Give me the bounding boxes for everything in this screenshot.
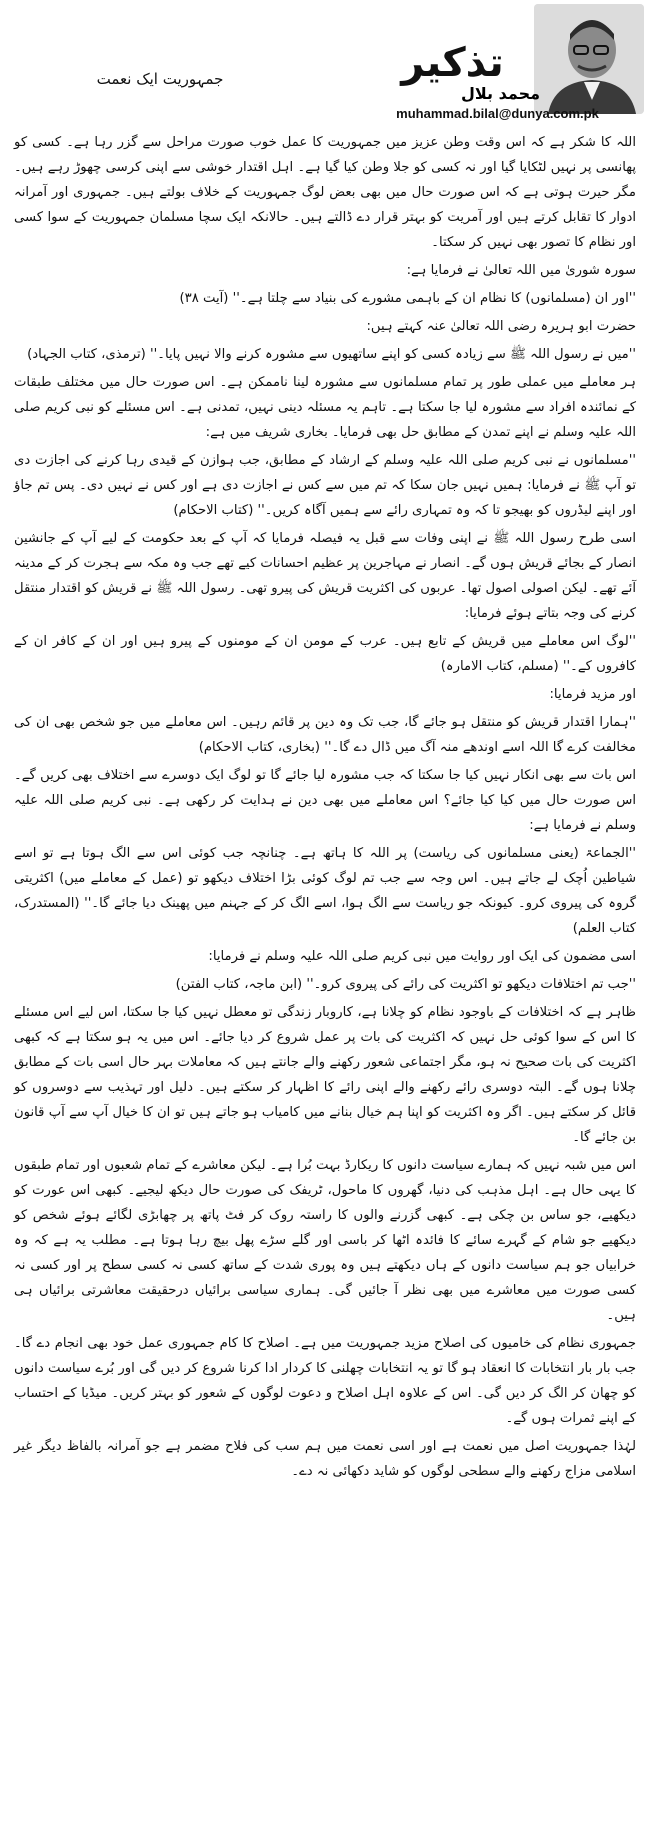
quote: ''میں نے رسول اللہ ﷺ سے زیادہ کسی کو اپنے ساتھیوں سے مشورہ کرنے والا نہیں پایا۔'' (ترمذی، کتاب الجہاد) — [27, 347, 636, 362]
paragraph: اور مزید فرمایا: — [549, 687, 636, 702]
paragraph: سورہ شوریٰ میں اللہ تعالیٰ نے فرمایا ہے: — [406, 263, 636, 278]
column-header — [325, 0, 650, 125]
article-title: جمہوریت ایک نعمت — [96, 70, 224, 88]
article-body — [14, 130, 636, 1487]
paragraph: لہٰذا جمہوریت اصل میں نعمت ہے اور اسی نعمت میں ہم سب کی فلاح مضمر ہے جو آمرانہ بالفاظ دیگر غیر اسلامی مزاج رکھنے والے سطحی لوگوں کو شاید دکھائی نہ دے۔ — [14, 1439, 636, 1479]
quote: ''جب تم اختلافات دیکھو تو اکثریت کی رائے کی پیروی کرو۔'' (ابن ماجہ، کتاب الفتن) — [175, 977, 636, 992]
author-photo-icon — [534, 4, 644, 114]
paragraph: ظاہر ہے کہ اختلافات کے باوجود نظام کو چلانا ہے، کاروبار زندگی تو معطل نہیں کیا جا سکتا، اس لیے اس مسئلے کا اس کے سوا کوئی حل نہیں کہ اکثریت کی بات پر عمل شروع کر دیا جائے۔ اس میں یہ ہو سکتا ہے کہ کبھی اکثریت کی بات صحیح نہ ہو، مگر اجتماعی شعور رکھنے والے جانتے ہیں کہ معاملات بہر حال اسی بات کے مطابق چلانا ہوں گے۔ البتہ دوسری رائے رکھنے والے اپنی رائے کا اظہار کر سکتے ہیں۔ دلیل اور تہذیب سے دوسروں کو قائل کر سکتے ہیں۔ اگر وہ اکثریت کو اپنا ہم خیال بنانے میں کامیاب ہو جاتے ہیں تو ان کا خیال آپ سے آپ قانون بن جائے گا۔ — [14, 1005, 636, 1145]
quote: ''لوگ اس معاملے میں قریش کے تابع ہیں۔ عرب کے مومن ان کے مومنوں کے پیرو ہیں اور ان کے کافر ان کے کافروں کے۔'' (مسلم، کتاب الامارہ) — [14, 634, 636, 674]
quote: ''الجماعۃ (یعنی مسلمانوں کی ریاست) پر اللہ کا ہاتھ ہے۔ چنانچہ جب کوئی اس سے الگ ہوتا ہے تو اسے شیاطین اُچک لے جاتے ہیں۔ اس وجہ سے جب تم لوگ کوئی بڑا اختلاف دیکھو تو (عمل کے معاملے میں) اکثریتی گروہ کی پیروی کرو۔ کیونکہ جو ریاست سے الگ ہوا، اسے الگ کر کے جہنم میں پھینک دیا جائے گا۔'' (المستدرک، کتاب العلم) — [14, 846, 636, 936]
paragraph: اسی طرح رسول اللہ ﷺ نے اپنی وفات سے قبل یہ فیصلہ فرمایا کہ آپ کے بعد حکومت کے لیے آپ کے جانشین انصار کے بجائے قریش ہوں گے۔ انصار نے مہاجرین پر عظیم احسانات کیے تھے جب وہ مکہ سے ہجرت کر کے مدینہ آئے تھے۔ لیکن اصولی اصول تھا۔ عربوں کی اکثریت قریش کی پیرو تھی۔ رسول اللہ ﷺ نے قریش کو اقتدار منتقل کرنے کی وجہ بتاتے ہوئے فرمایا: — [14, 531, 636, 621]
quote: ''اور ان (مسلمانوں) کا نظام ان کے باہمی مشورے کی بنیاد سے چلتا ہے۔'' (آیت ۳۸) — [179, 291, 636, 306]
paragraph: اس میں شبہ نہیں کہ ہمارے سیاست دانوں کا ریکارڈ بہت بُرا ہے۔ لیکن معاشرے کے تمام شعبوں اور تمام طبقوں کا یہی حال ہے۔ اہل مذہب کی دنیا، گھروں کا ماحول، ٹریفک کی صورت حال دیکھ لیجیے۔ کبھی اس عورت کو دیکھیے، جو ساس بن چکی ہے۔ کبھی گزرنے والوں کا راستہ روک کر فٹ پاتھ پر چھابڑی لگائے ہوئے شخص کو دیکھیے جو شام کے گہرے سائے کا فائدہ اٹھا کر باسی اور گلے سڑے پھل بیچ رہا ہوتا ہے۔ مطلب یہ ہے کہ وہ خرابیاں جو ہم سیاست دانوں کے ہاں دیکھتے ہیں وہ پوری شدت کے ساتھ کسی نہ کسی سطح پر اور کسی نہ کسی صورت میں معاشرے میں بھی نظر آ جائیں گی۔ ہماری سیاسی برائیاں درحقیقت معاشرتی برائیاں ہی ہیں۔ — [14, 1158, 636, 1323]
paragraph: اس بات سے بھی انکار نہیں کیا جا سکتا کہ جب مشورہ لیا جائے گا تو لوگ ایک دوسرے سے اختلاف بھی کریں گے۔ اس صورت حال میں کیا کیا جائے؟ اس معاملے میں بھی دین نے ہدایت کر رکھی ہے۔ نبی کریم صلی اللہ علیہ وسلم نے فرمایا ہے: — [14, 768, 636, 833]
paragraph: اسی مضمون کی ایک اور روایت میں نبی کریم صلی اللہ علیہ وسلم نے فرمایا: — [208, 949, 636, 964]
quote: ''ہمارا اقتدار قریش کو منتقل ہو جائے گا، جب تک وہ دین پر قائم رہیں۔ اس معاملے میں جو شخص بھی ان کی مخالفت کرے گا اللہ اسے اوندھے منہ آگ میں ڈال دے گا۔'' (بخاری، کتاب الاحکام) — [14, 715, 636, 755]
paragraph: حضرت ابو ہریرہ رضی اللہ تعالیٰ عنہ کہتے ہیں: — [366, 319, 636, 334]
column-name: تذکیر — [401, 40, 504, 86]
paragraph: اللہ کا شکر ہے کہ اس وقت وطن عزیز میں جمہوریت کا عمل خوب صورت مراحل سے گزر رہا ہے۔ کسی کو پھانسی پر نہیں لٹکایا گیا اور نہ کسی کو جلا وطن کیا گیا ہے۔ اہل اقتدار خوشی سے اپنی کرسی چھوڑ رہے ہیں۔ مگر حیرت ہوتی ہے کہ اس صورت حال میں بھی بعض لوگ جمہوریت کے خلاف بولتے ہیں۔ جمہوری اور آمرانہ ادوار کا تقابل کرتے ہیں اور آمریت کو بہتر قرار دے ڈالتے ہیں۔ حالانکہ ایک سچا مسلمان جمہوریت کے سوا کسی اور نظام کا تصور بھی نہیں کر سکتا۔ — [14, 135, 636, 250]
quote: ''مسلمانوں نے نبی کریم صلی اللہ علیہ وسلم کے ارشاد کے مطابق، جب ہوازن کے قیدی رہا کرنے کی اجازت دی تو آپ ﷺ نے فرمایا: ہمیں نہیں جان سکا کہ تم میں سے کس نے اجازت دی ہے اور کس نے نہیں دی۔ پس تم جاؤ اور اپنے لیڈروں کو بھیجو تا کہ وہ تمہاری رائے سے ہمیں آگاہ کریں۔'' (کتاب الاحکام) — [14, 453, 636, 518]
paragraph: جمہوری نظام کی خامیوں کی اصلاح مزید جمہوریت میں ہے۔ اصلاح کا کام جمہوری عمل خود بھی انجام دے گا۔ جب بار بار انتخابات کا انعقاد ہو گا تو یہ انتخابات چھلنی کا کردار ادا کرنا شروع کر دیں گی اور بُرے سیاست دانوں کو چھان کر الگ کر دیں گی۔ اس کے علاوہ اہل اصلاح و دعوت لوگوں کے شعور کو بہتر کریں۔ میڈیا کے احتساب کے اپنے ثمرات ہوں گے۔ — [14, 1336, 636, 1426]
author-email[interactable]: muhammad.bilal@dunya.com.pk — [396, 106, 599, 121]
author-name: محمد بلال — [460, 84, 540, 103]
paragraph: ہر معاملے میں عملی طور پر تمام مسلمانوں سے مشورہ لینا ناممکن ہے۔ اس صورت حال میں مختلف طبقات کے نمائندہ افراد سے مشورہ لیا جا سکتا ہے۔ تاہم یہ مسئلہ دینی نہیں، تمدنی ہے۔ اس مسئلے کو نبی کریم صلی اللہ علیہ وسلم نے اپنے تمدن کے مطابق حل بھی فرمایا۔ بخاری شریف میں ہے: — [14, 375, 636, 440]
